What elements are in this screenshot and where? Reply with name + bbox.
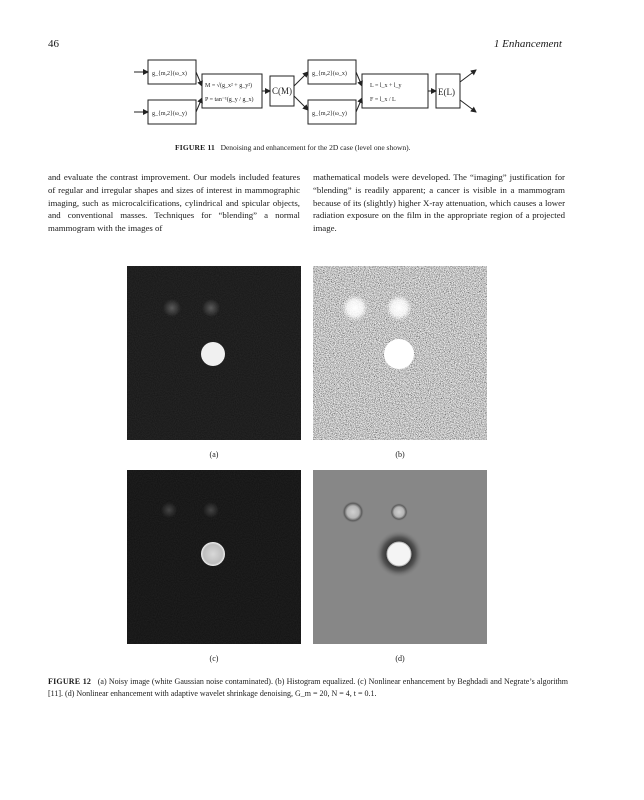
panel-b-label: (b) xyxy=(395,450,405,459)
magnitude-formula: M = √(g_x² + g_y²) xyxy=(205,83,252,89)
g2x-box-label: g_{m,2}(ω_x) xyxy=(312,71,347,77)
figure-11-caption-text: Denoising and enhancement for the 2D case (level one shown). xyxy=(220,143,411,152)
body-text-right-column: mathematical models were developed. The “imaging” justification for “blending” is readily apparent; a cancer is visible in a mammogram because of its (slightly) higher X-ray attenuation, which causes a lower radiation exposure on the film in the appropriate region of a projected image. xyxy=(313,172,565,234)
panel-c-beghdadi-negrate xyxy=(127,470,301,644)
g2y-box-label: g_{m,2}(ω_y) xyxy=(312,111,347,117)
page-number: 46 xyxy=(48,38,59,50)
gx-box-label: g_{m,2}(ω_x) xyxy=(152,71,187,77)
figure-12-caption xyxy=(48,676,568,699)
phase-formula: P = tan⁻¹(g_y / g_x) xyxy=(205,97,254,103)
gy-box-label: g_{m,2}(ω_y) xyxy=(152,111,187,117)
panel-d-wavelet-enhancement xyxy=(313,470,487,644)
figure-11-caption-label: FIGURE 11 xyxy=(175,143,215,152)
panel-a-noisy-image xyxy=(127,266,301,440)
panel-d-label: (d) xyxy=(395,654,405,663)
figure-12-caption-label: FIGURE 12 xyxy=(48,677,92,686)
f-formula: F = l_x / L xyxy=(370,97,396,103)
figure-12-caption-text: (a) Noisy image (white Gaussian noise contaminated). (b) Histogram equalized. (c) Nonlinear enhancement by Beghdadi and Negrate’s algorithm [11]. (d) Nonlinear enhancement with adaptive wavelet shrinkage denoising, G_m = 20, N = 4, t = 0.1. xyxy=(48,677,569,698)
panel-c-label: (c) xyxy=(209,654,219,663)
body-text-left-column: and evaluate the contrast improvement. Our models included features of regular and irregular shapes and sizes of interest in mammographic imaging, such as microcalcifications, cylindrical and spicular objects, and conventional masses. Techniques for “blending” a normal mammogram with the images of xyxy=(48,172,300,234)
cm-label: C(M) xyxy=(272,86,292,96)
figure-11-diagram xyxy=(130,54,480,136)
panel-a-label: (a) xyxy=(209,450,219,459)
figure-11-caption xyxy=(175,143,411,153)
running-title: 1 Enhancement xyxy=(493,38,562,50)
el-label: E(L) xyxy=(438,87,455,97)
l-formula: L = l_x + l_y xyxy=(370,83,402,89)
panel-b-histogram-equalized xyxy=(313,266,487,440)
